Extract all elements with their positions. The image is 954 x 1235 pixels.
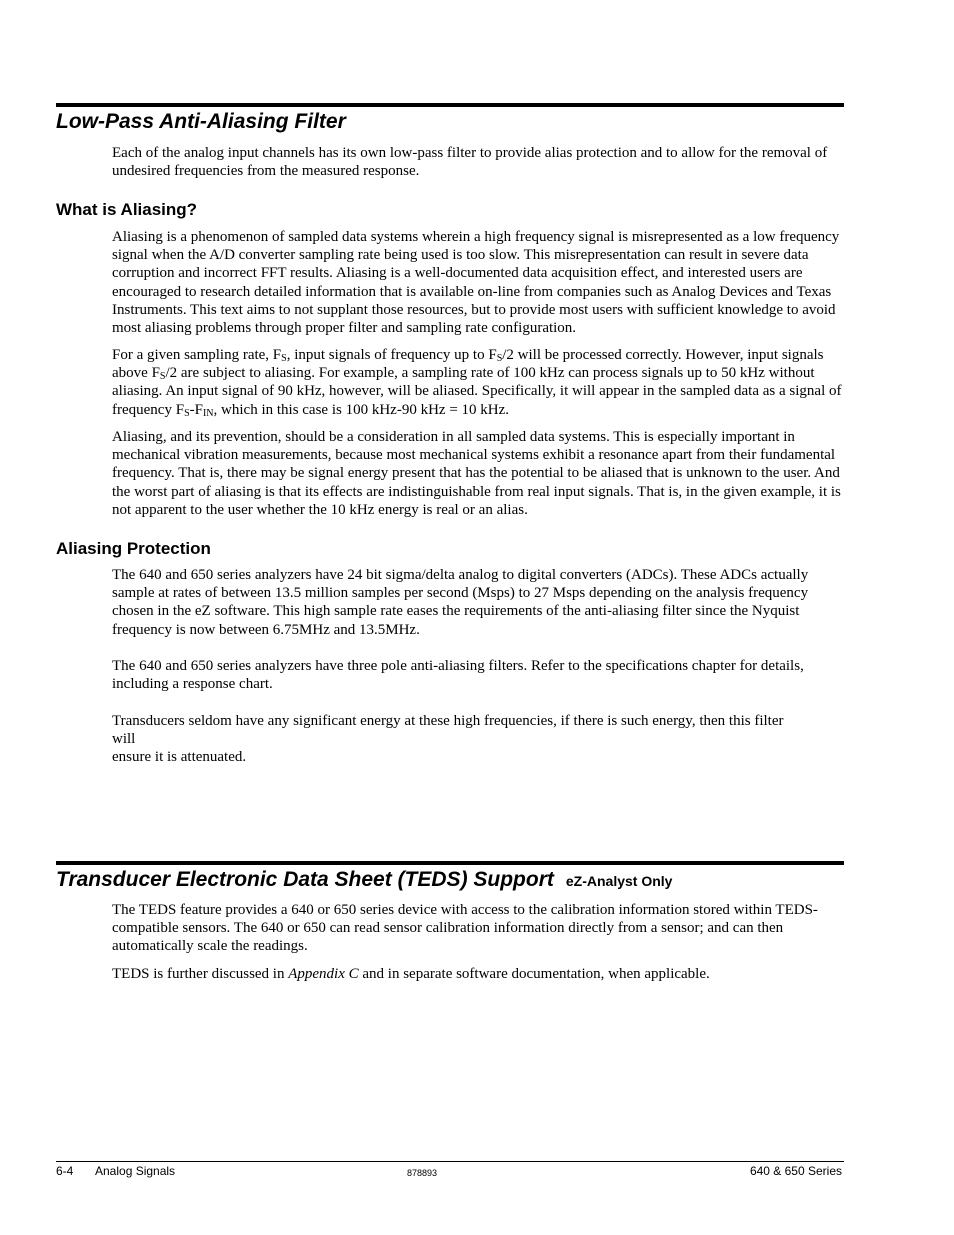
aliasing-paragraph-3: Aliasing, and its prevention, should be a consideration in all sampled data systems. This is especially important in mechanical vibration measurements, because most mechanical systems exhibit a resonance apart from their fundamental frequency. That is, there may be signal energy present that has the potential to be aliased that is unknown to the user. And the worst part of aliasing is that its effects are indistinguishable from real input signals. That is, in the given example, it is not apparent to the user whether the 10 kHz energy is real or an alias. (112, 429, 841, 518)
footer-doc-number: 878893 (407, 1168, 438, 1178)
footer-chapter: Analog Signals (95, 1164, 176, 1178)
section-title-teds (56, 868, 672, 893)
heading-aliasing-protection: Aliasing Protection (56, 539, 211, 558)
footer-product: 640 & 650 Series (749, 1164, 842, 1178)
heading-what-is-aliasing: What is Aliasing? (56, 200, 198, 219)
protection-paragraph-1: The 640 and 650 series analyzers have 24 bit sigma/delta analog to digital converters (ADCs). These ADCs actually sample at rates of between 13.5 million samples per second (Msps) to 27 Msps depending on the analysis frequency chosen in the eZ software. This high sample rate eases the requirements of the anti-aliasing filter since the Nyquist frequency is now between 6.75MHz and 13.5MHz. (112, 567, 809, 638)
teds-paragraph-1: The TEDS feature provides a 640 or 650 series device with access to the calibration information stored within TEDS-compatible sensors. The 640 or 650 can read sensor calibration information directly from a sensor; and can then automatically scale the readings. (112, 902, 818, 955)
protection-paragraph-2: The 640 and 650 series analyzers have three pole anti-aliasing filters. Refer to the specifications chapter for details, including a response chart. (112, 658, 804, 693)
protection-paragraph-3-line-1: Transducers seldom have any significant energy at these high frequencies, if there is such energy, then this filter (112, 713, 784, 729)
teds-title-text: Transducer Electronic Data Sheet (TEDS) Support (56, 868, 554, 891)
anti-aliasing-intro: Each of the analog input channels has its own low-pass filter to provide alias protection and to allow for the removal of undesired frequencies from the measured response. (112, 145, 828, 180)
teds-paragraph-2: TEDS is further discussed in Appendix C and in separate software documentation, when applicable. (112, 966, 710, 982)
protection-paragraph-3-line-2: will (112, 731, 136, 748)
footer-page-number: 6-4 (56, 1164, 74, 1178)
section-rule-top (56, 103, 844, 107)
section-title-anti-aliasing: Low-Pass Anti-Aliasing Filter (56, 110, 346, 133)
protection-paragraph-3-line-3: ensure it is attenuated. (112, 749, 247, 766)
teds-subtitle: eZ-Analyst Only (565, 873, 673, 889)
section-rule-teds (56, 861, 844, 865)
footer-rule (56, 1161, 844, 1162)
aliasing-paragraph-1: Aliasing is a phenomenon of sampled data systems wherein a high frequency signal is misrepresented as a low frequency signal when the A/D converter sampling rate being used is too slow. This misrepresentation can result in severe data corruption and incorrect FFT results. Aliasing is a well-documented data acquisition effect, and interested users are encouraged to research detailed information that is available on-line from companies such as Analog Devices and Texas Instruments. This text aims to not supplant those resources, but to provide most users with sufficient knowledge to avoid most aliasing problems through proper filter and sampling rate configuration. (112, 229, 840, 337)
protection-paragraph-3 (112, 712, 852, 767)
aliasing-paragraph-2: For a given sampling rate, $F_S$, input signals of frequency up to $F_S/2$ will be processed correctly. However, input signals above $F_S/2$ are subject to aliasing. For example, a sampling rate of 100 kHz can process signals up to 50 kHz without aliasing. An input signal of 90 kHz, however, will be aliased. Specifically, it will appear in the sampled data as a signal of frequency $F_S-F_{IN}$, which in this case is 100 kHz-90 kHz = 10 kHz. (112, 347, 842, 419)
appendix-reference: Appendix C (288, 966, 359, 982)
